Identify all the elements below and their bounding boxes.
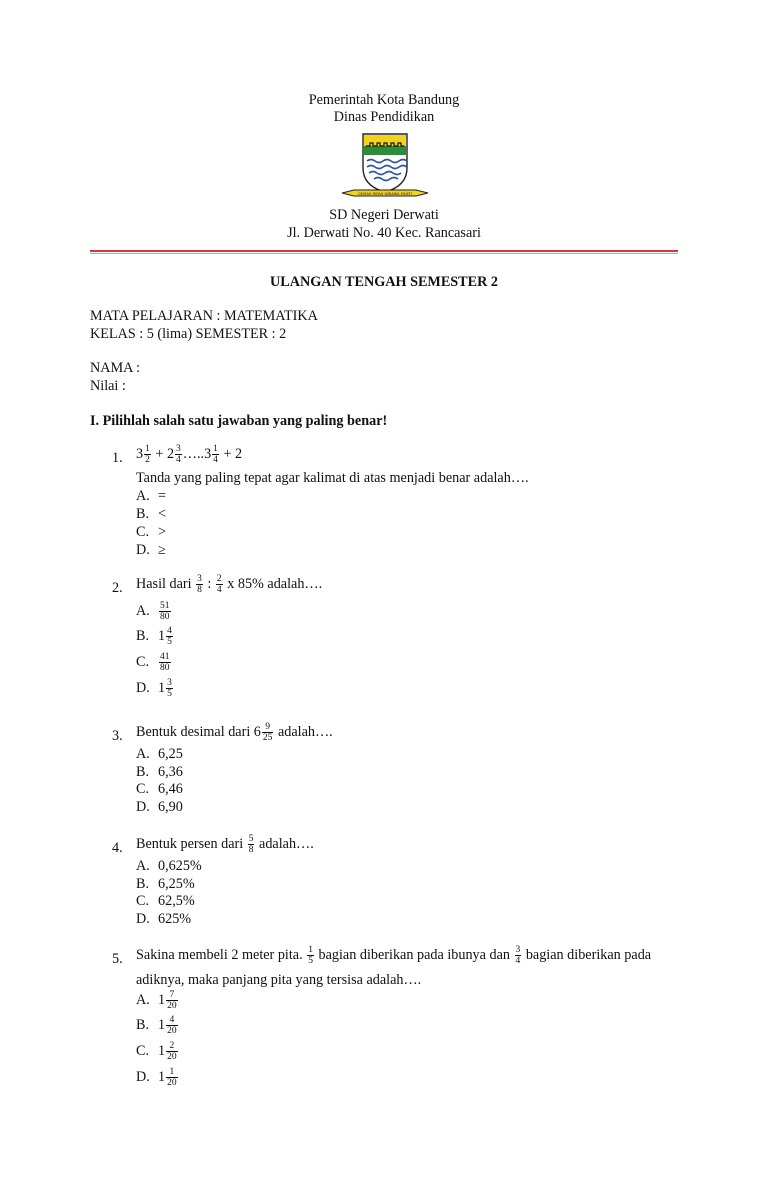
fraction: $\frac{1}{5}$	[308, 945, 313, 966]
fraction: $\frac{1}{2}$	[145, 444, 150, 465]
fraction: $\frac{1}{20}$	[167, 1067, 177, 1088]
question-2-option-a: A. $\frac{51}{80}$	[136, 601, 170, 622]
question-4-option-d: D. 625%	[136, 911, 192, 927]
fraction: $\frac{3}{4}$	[515, 945, 521, 966]
question-2-text: Hasil dari $\frac{3}{8}$ : $\frac{2}{4}$ x 85% adalah….	[136, 574, 323, 595]
question-5-option-a: A. 1 $\frac{7}{20}$	[136, 990, 177, 1011]
score-field: Nilai :	[90, 378, 126, 394]
subject-line: MATA PELAJARAN : MATEMATIKA	[90, 308, 318, 324]
fraction: $\frac{4}{20}$	[167, 1015, 177, 1036]
fraction: $\frac{3}{4}$	[176, 444, 181, 465]
class-line: KELAS : 5 (lima) SEMESTER : 2	[90, 326, 287, 342]
question-2-option-c: C. $\frac{41}{80}$	[136, 652, 170, 673]
question-3-option-d: D. 6,90	[136, 799, 183, 815]
question-4-number: 4.	[112, 840, 123, 856]
question-2-option-b: B. 1 $\frac{4}{5}$	[136, 626, 172, 647]
bandung-crest-logo	[340, 130, 430, 202]
question-2-number: 2.	[112, 580, 123, 596]
question-1-text: Tanda yang paling tepat agar kalimat di atas menjadi benar adalah….	[136, 470, 529, 486]
question-3-option-c: C. 6,46	[136, 781, 183, 797]
school-name: SD Negeri Derwati	[329, 207, 439, 223]
question-5-text-cont: adiknya, maka panjang pita yang tersisa adalah….	[136, 972, 422, 988]
question-1-number: 1.	[112, 450, 123, 466]
question-4-option-a: A. 0,625%	[136, 858, 202, 874]
question-5-option-d: D. 1 $\frac{1}{20}$	[136, 1067, 177, 1088]
question-5-number: 5.	[112, 951, 123, 967]
question-1-expression: 3 $\frac{1}{2}$ + 2 $\frac{3}{4}$ …..3 $\frac{1}{4}$ + 2	[136, 444, 243, 465]
fraction: $\frac{3}{8}$	[197, 574, 202, 595]
fraction: $\frac{7}{20}$	[167, 990, 177, 1011]
question-3-number: 3.	[112, 728, 123, 744]
header-divider	[90, 250, 678, 252]
header-government: Pemerintah Kota Bandung	[308, 92, 460, 108]
svg-text:GEMAH RIPAH WIBAWA MUKTI: GEMAH RIPAH WIBAWA MUKTI	[358, 192, 412, 196]
fraction: $\frac{51}{80}$	[160, 601, 170, 622]
question-4-option-b: B. 6,25%	[136, 876, 195, 892]
section-instruction: I. Pilihlah salah satu jawaban yang paling benar!	[90, 413, 388, 429]
question-1-option-a: A. =	[136, 488, 167, 504]
fraction: $\frac{5}{8}$	[248, 834, 254, 855]
header-department: Dinas Pendidikan	[333, 109, 435, 125]
question-3-text: Bentuk desimal dari 6 $\frac{9}{25}$ adalah….	[136, 722, 333, 743]
question-3-option-a: A. 6,25	[136, 746, 183, 762]
fraction: $\frac{4}{5}$	[167, 626, 172, 647]
fraction: $\frac{2}{20}$	[167, 1041, 177, 1062]
fraction: $\frac{2}{4}$	[216, 574, 222, 595]
question-4-text: Bentuk persen dari $\frac{5}{8}$ adalah….	[136, 834, 314, 855]
fraction: $\frac{41}{80}$	[160, 652, 170, 673]
question-1-option-b: B. <	[136, 506, 167, 522]
question-2-option-d: D. 1 $\frac{3}{5}$	[136, 678, 172, 699]
question-5-text: Sakina membeli 2 meter pita. $\frac{1}{5}$ bagian diberikan pada ibunya dan $\frac{3}{4}$ bagian diberikan pada	[136, 945, 652, 966]
question-4-option-c: C. 62,5%	[136, 893, 195, 909]
header-divider-thin	[90, 253, 678, 254]
question-1-option-c: C. >	[136, 524, 167, 540]
exam-title: ULANGAN TENGAH SEMESTER 2	[270, 274, 498, 290]
question-1-option-d: D. ≥	[136, 542, 166, 558]
question-3-option-b: B. 6,36	[136, 764, 183, 780]
name-field: NAMA :	[90, 360, 141, 376]
question-5-option-c: C. 1 $\frac{2}{20}$	[136, 1041, 177, 1062]
question-5-option-b: B. 1 $\frac{4}{20}$	[136, 1015, 177, 1036]
school-address: Jl. Derwati No. 40 Kec. Rancasari	[287, 225, 481, 241]
fraction: $\frac{3}{5}$	[167, 678, 172, 699]
fraction: $\frac{1}{4}$	[213, 444, 218, 465]
fraction: $\frac{9}{25}$	[262, 722, 273, 743]
